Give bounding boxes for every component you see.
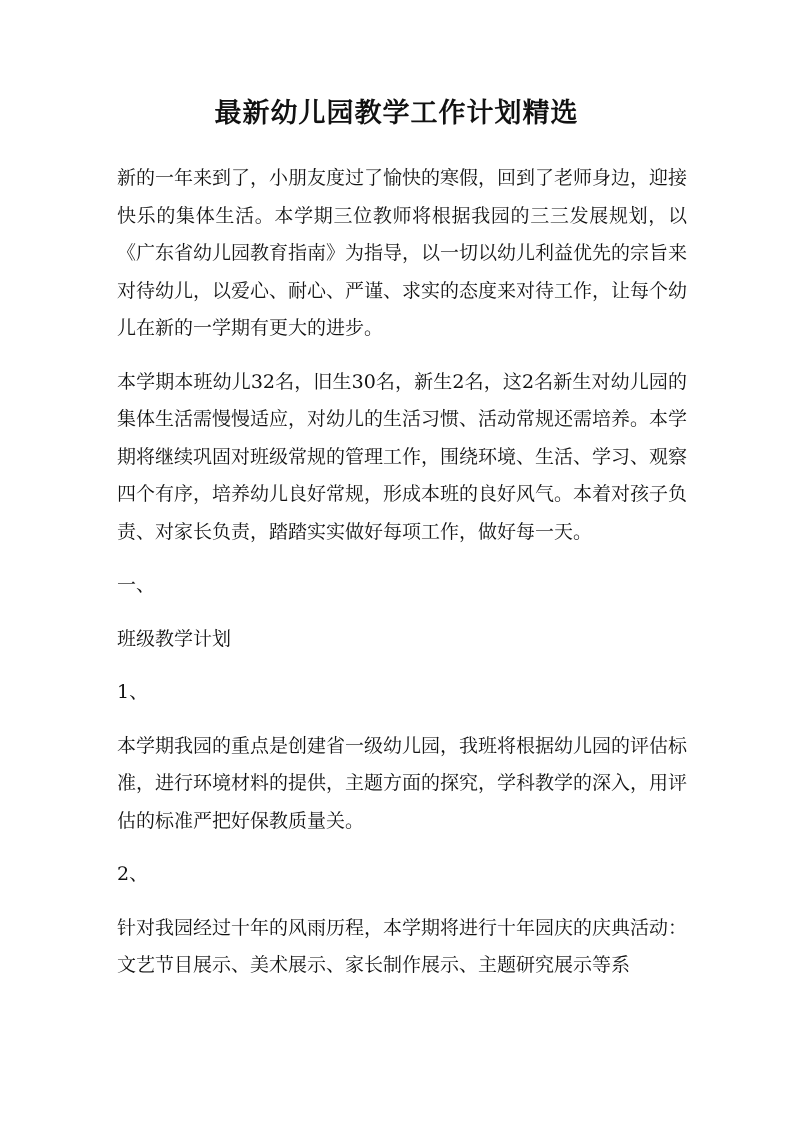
item-number-2: 2、 <box>117 863 149 885</box>
paragraph-class-overview: 本学期本班幼儿32名，旧生30名，新生2名，这2名新生对幼儿园的集体生活需慢慢适应，对幼儿的生活习惯、活动常规还需培养。本学期将继续巩固对班级常规的管理工作，围绕环境、生活、学习、观察四个有序，培养幼儿良好常规，形成本班的良好风气。本着对孩子负责、对家长负责，踏踏实实做好每项工作，做好每一天。 <box>117 370 688 543</box>
section-number: 一、 <box>117 574 156 596</box>
document-title: 最新幼儿园教学工作计划精选 <box>214 98 579 129</box>
document-body <box>117 160 687 1001</box>
paragraph-item-1: 本学期我园的重点是创建省一级幼儿园，我班将根据幼儿园的评估标准，进行环境材料的提供，主题方面的探究，学科教学的深入，用评估的标准严把好保教质量关。 <box>117 734 688 832</box>
section-heading: 班级教学计划 <box>117 627 232 650</box>
paragraph-item-2: 针对我园经过十年的风雨历程，本学期将进行十年园庆的庆典活动：文艺节目展示、美术展示、家长制作展示、主题研究展示等系 <box>117 916 688 976</box>
paragraph-intro: 新的一年来到了，小朋友度过了愉快的寒假，回到了老师身边，迎接快乐的集体生活。本学期三位教师将根据我园的三三发展规划，以《广东省幼儿园教育指南》为指导，以一切以幼儿利益优先的宗旨来对待幼儿，以爱心、耐心、严谨、求实的态度来对待工作，让每个幼儿在新的一学期有更大的进步。 <box>117 167 688 339</box>
item-number-1: 1、 <box>117 681 149 703</box>
